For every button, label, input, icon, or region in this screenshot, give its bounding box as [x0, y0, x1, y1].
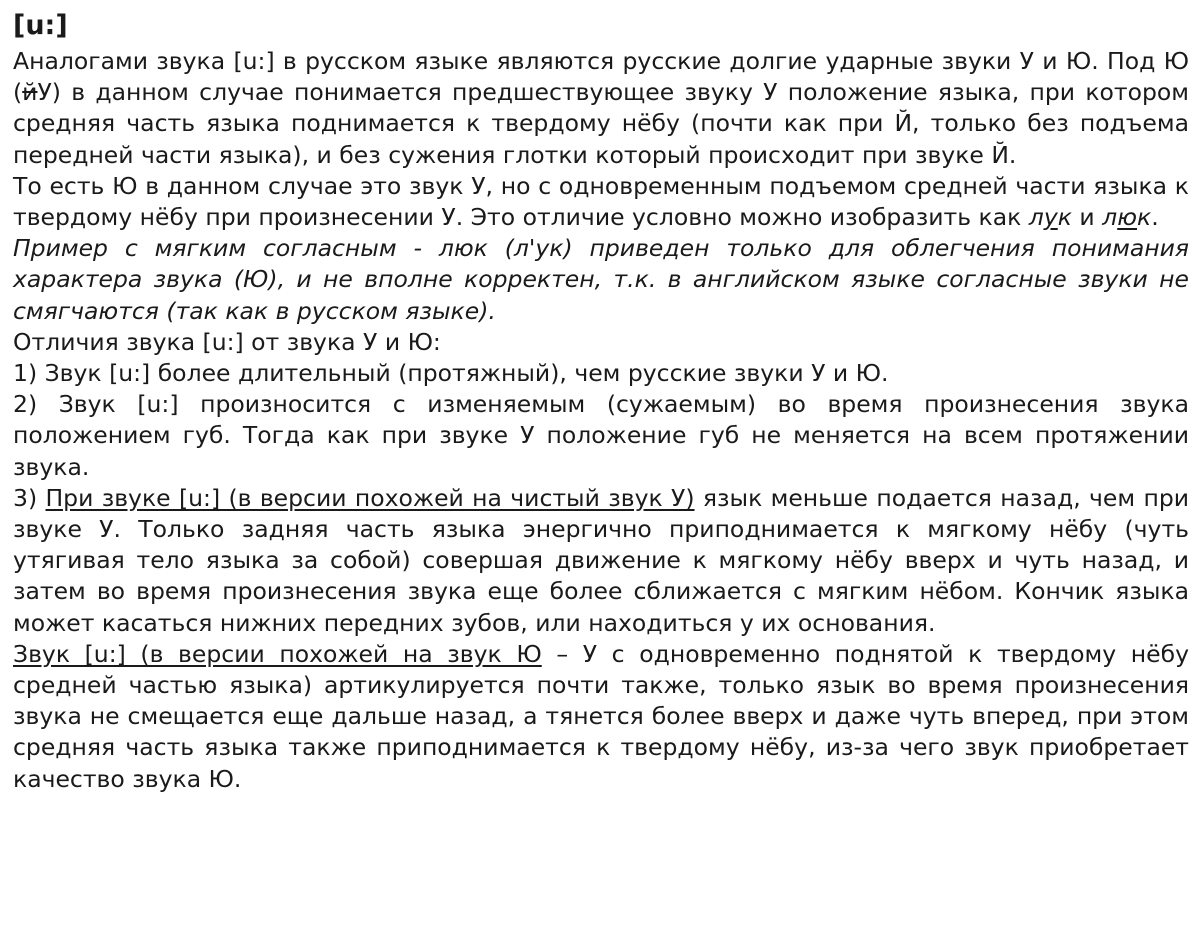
italic-note: Пример с мягким согласным - люк (л'ук) приведен только для облегчения понимания характера звука (Ю), и не вполне корректен, т.к. в английском языке согласные звуки не смягчаются (так как в русском языке).	[13, 234, 1189, 325]
list-item-2: 2) Звук [u:] произносится с изменяемым (сужаемым) во время произнесения звука положением губ. Тогда как при звуке У положение губ не меняется на всем протяжении звука.	[13, 390, 1189, 481]
list-item-3-underlined: При звуке [u:] (в версии похожей на чистый звук У)	[45, 483, 695, 512]
paragraph-meaning-text: То есть Ю в данном случае это звук У, но с одновременным подъемом средней части языка к твердому нёбу при произнесении У. Это отличие условно можно изобразить как	[13, 171, 1189, 232]
document	[13, 6, 1189, 795]
list-item-3: 3) При звуке [u:] (в версии похожей на чистый звук У) язык меньше подается назад, чем при звуке У. Только задняя часть языка энергично приподнимается к мягкому нёбу (чуть утягивая тело языка за собой) совершая движение к мягкому нёбу вверх и чуть назад, и затем во время произнесения звука еще более сближается с мягким нёбом. Кончик языка может касаться нижних передних зубов, или находиться у их основания.	[13, 483, 1190, 637]
paragraph-analogs	[13, 46, 1189, 171]
y-crossed-letter: й	[22, 78, 38, 107]
paragraph-meaning: То есть Ю в данном случае это звук У, но с одновременным подъемом средней части языка к твердому нёбу при произнесении У. Это отличие условно можно изобразить как лук и люк.	[13, 171, 1189, 232]
example-word-lyuk: люк	[1102, 203, 1152, 232]
page-title: [u:]	[13, 10, 68, 41]
paragraph-analogs-text-a: Аналогами звука [u:] в русском языке являются русские долгие ударные звуки У и Ю. Под Ю (	[13, 47, 1189, 107]
paragraph-yu-version-underlined: Звук [u:] (в версии похожей на звук Ю	[13, 639, 542, 668]
differences-heading: Отличия звука [u:] от звука У и Ю:	[13, 327, 441, 356]
paragraph-yu-version-text: – У с одновременно поднятой к твердому нёбу средней частью языка) артикулируется почти также, только язык во время произнесения звука не смещается еще дальше назад, а тянется более вверх и даже чуть вперед, при этом средняя часть языка также приподнимается к твердому нёбу, из-за чего звук приобретает качество звука Ю.	[13, 639, 1189, 793]
paragraph-analogs-text-b: У) в данном случае понимается предшествующее звуку У положение языка, при котором средняя часть языка поднимается к твердому нёбу (почти как при Й, только без подъема передней части языка), и без сужения глотки который происходит при звуке Й.	[13, 78, 1189, 169]
example-word-luk: лук	[1028, 203, 1072, 232]
paragraph-yu-version	[13, 639, 1189, 795]
list-item-3-text: язык меньше подается назад, чем при звуке У. Только задняя часть языка энергично приподнимается к мягкому нёбу (чуть утягивая тело языка за собой) совершая движение к мягкому нёбу вверх и чуть назад, и затем во время произнесения звука еще более сближается с мягким нёбом. Кончик языка может касаться нижних передних зубов, или находиться у их основания.	[13, 483, 1190, 637]
list-item-1: 1) Звук [u:] более длительный (протяжный), чем русские звуки У и Ю.	[13, 359, 889, 388]
